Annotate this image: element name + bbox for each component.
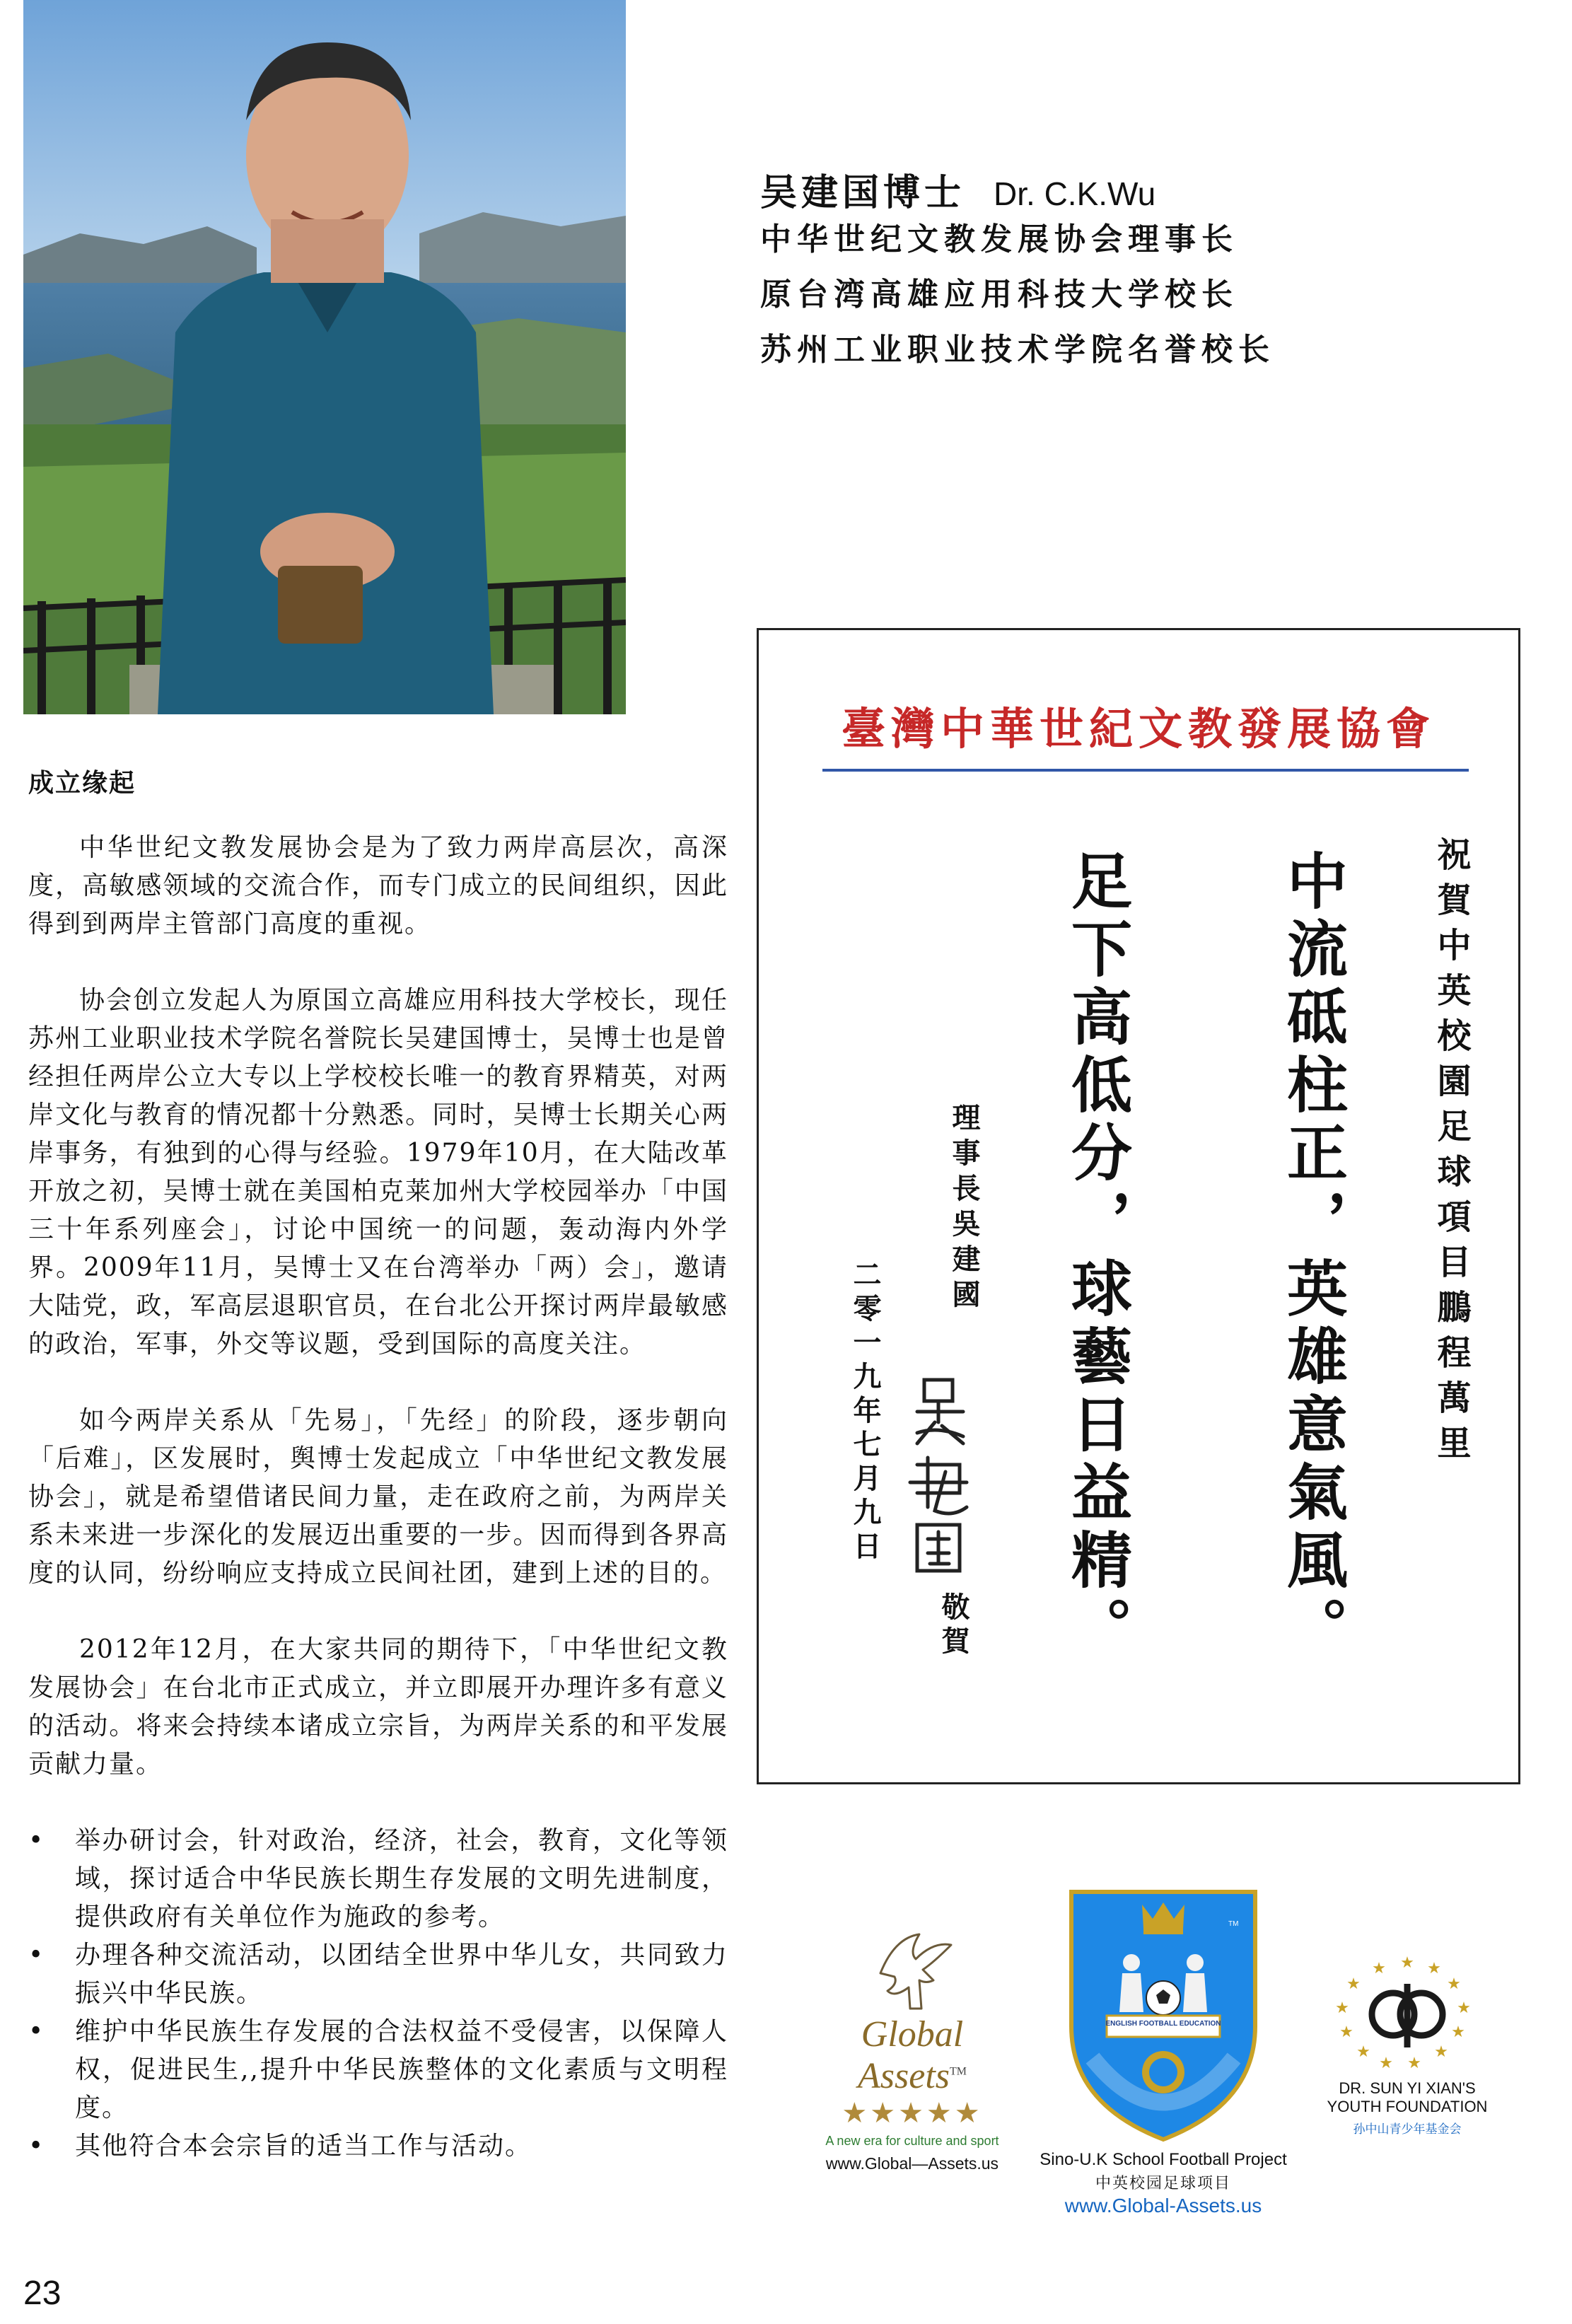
purpose-list-item [28,1822,728,1936]
page-number: 23 [23,2274,62,2312]
svg-text:★: ★ [1346,1975,1361,1993]
global-assets-name: Global Assets™ [858,2014,967,2096]
bullet-marker: • [28,2017,45,2046]
purpose-text: 举办研讨会，针对政治，经济，社会，教育，文化等领域，探讨适合中华民族长期生存发展的文明先进制度，提供政府有关单位作为施政的参考。 [75,1826,728,1931]
purpose-list-item [28,1936,728,2013]
article-paragraph: 协会创立发起人为原国立高雄应用科技大学校长，现任苏州工业职业技术学院名誉院长吴建国博士，吴博士也是曾经担任两岸公立大专以上学校校长唯一的教育界精英，对两岸文化与教育的情况都十分熟悉。同时，吴博士长期关心两岸事务，有独到的心得与经验。1979年10月，在大陆改革开放之初，吴博士就在美国柏克莱加州大学校园举办「中国三十年系列座会」，讨论中国统一的问题，轰动海内外学界。2009年11月，吴博士又在台湾举办「两）会」，邀请大陆党，政，军高层退职官员，在台北公开探讨两岸最敏感的政治，军事，外交等议题，受到国际的高度关注。 [28,986,728,1359]
svg-text:★: ★ [1335,1999,1349,2017]
sun-foundation-line2: YOUTH FOUNDATION [1327,2098,1488,2115]
svg-text:★: ★ [1451,2023,1465,2041]
verse-line-1: 中流砥柱正，英雄意氣風。 [1276,849,1348,1664]
badge-tm: TM [1228,1920,1239,1928]
blessing-column: 祝賀中英校園足球項目鵬程萬里 [1431,837,1471,1470]
svg-text:★: ★ [1407,2055,1421,2072]
svg-text:★: ★ [1457,1999,1471,2017]
badge-caption-cn: 中英校园足球项目 [1095,2175,1231,2192]
badge-url-link[interactable]: www.Global-Assets.us [1064,2195,1262,2216]
article-paragraph: 中华世纪文教发展协会是为了致力两岸高层次，高深度，高敏感领域的交流合作，而专门成立的民间组织，因此得到到两岸主管部门高度的重视。 [28,833,728,939]
sun-foundation-caption [1305,2079,1510,2137]
pegasus-icon [866,1931,958,2016]
svg-text:★: ★ [1379,2055,1393,2072]
article-paragraph: 2012年12月，在大家共同的期待下，「中华世纪文教发展协会」在台北市正式成立，并立即展开办理许多有意义的活动。将来会持续本诸成立宗旨，为两岸关系的和平发展贡献力量。 [28,1635,728,1779]
football-education-badge-icon [1064,1885,1262,2143]
verse-line-2: 足下高低分，球藝日益精。 [1061,849,1132,1664]
sun-foundation-line1: DR. SUN YI XIAN'S [1339,2079,1476,2097]
signer-title: 理事長吳建國 [948,1103,981,1315]
name-english: Dr. C.K.Wu [994,175,1156,212]
svg-text:★: ★ [1434,2043,1448,2061]
bullet-marker: • [28,1826,45,1855]
svg-text:★: ★ [1447,1975,1461,1993]
sun-foundation-emblem-icon [1322,1952,1492,2079]
title-honorary-president: 苏州工业职业技术学院名誉校长 [760,332,1275,368]
article-paragraph: 如今两岸关系从「先易」，「先经」的阶段，逐步朝向「后难」，区发展时，舆博士发起成立「中华世纪文教发展协会」，就是希望借诸民间力量，走在政府之前，为两岸关系未来进一步深化的发展迈出重要的一步。因而得到各界高度的认同，纷纷响应支持成立民间社团，建到上述的目的。 [28,1406,728,1588]
badge-caption-en: Sino-U.K School Football Project [1040,2150,1287,2169]
badge-top-text: ENGLISH FOOTBALL EDUCATION [1105,2020,1221,2028]
name-row [760,163,1524,212]
svg-text:★: ★ [1400,1954,1414,1972]
football-project-caption [1036,2150,1291,2217]
divider-line [822,769,1469,772]
purpose-list [28,1822,728,2166]
bullet-marker: • [28,2132,45,2161]
rating-stars: ★★★★★ [842,2098,983,2129]
svg-text:★: ★ [1427,1960,1441,1977]
handwritten-signature [896,1366,981,1578]
association-name: 臺灣中華世紀文教發展協會 [841,703,1436,755]
global-assets-url: www.Global—Assets.us [825,2154,999,2173]
purpose-text: 办理各种交流活动，以团结全世界中华儿女，共同致力振兴中华民族。 [75,1941,728,2008]
svg-text:★: ★ [1339,2023,1353,2041]
global-assets-logo [817,1931,1008,2173]
article-heading: 成立缘起 [28,768,136,798]
profile-header [760,163,1524,378]
purpose-text: 其他符合本会宗旨的适当工作与活动。 [75,2132,532,2161]
date-column: 二零一九年七月九日 [849,1260,882,1565]
svg-text:★: ★ [1356,2043,1370,2061]
global-assets-tagline: A new era for culture and sport [825,2134,999,2148]
calligraphy-panel [757,628,1520,1784]
purpose-list-item [28,2127,728,2166]
founding-article [28,764,728,2166]
portrait-photo-illustration [23,0,626,714]
svg-text:★: ★ [1372,1960,1386,1977]
name-chinese: 吴建国博士 [760,171,966,214]
sun-foundation-chinese: 孙中山青少年基金会 [1353,2122,1462,2136]
title-chairman: 中华世纪文教发展协会理事长 [760,221,1238,257]
portrait-photo [23,0,626,714]
bullet-marker: • [28,1941,45,1970]
purpose-list-item [28,2013,728,2127]
closing-greeting: 敬賀 [937,1592,970,1660]
purpose-text: 维护中华民族生存发展的合法权益不受侵害，以保障人权，促进民生,,提升中华民族整体的文化素质与文明程度。 [75,2017,728,2122]
title-former-president: 原台湾高雄应用科技大学校长 [760,277,1238,313]
